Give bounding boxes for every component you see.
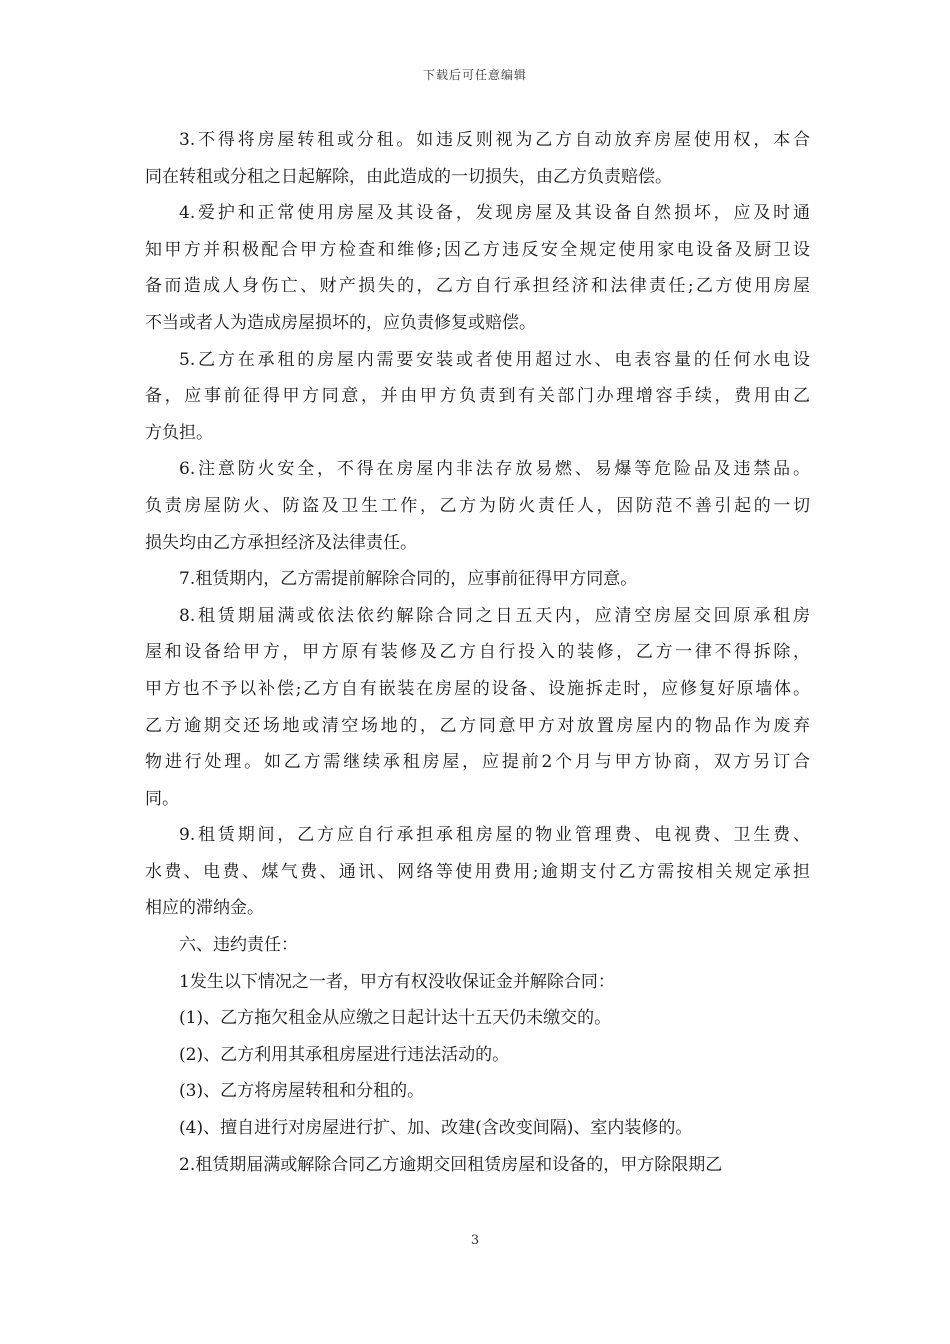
paragraph-line: 9.租赁期间，乙方应自行承担承租房屋的物业管理费、电视费、卫生费、 <box>179 825 810 846</box>
paragraph <box>145 195 810 341</box>
paragraph-line: 4.爱护和正常使用房屋及其设备，发现房屋及其设备自然损坏，应及时通 <box>179 203 810 224</box>
paragraph-line: 7.租赁期内，乙方需提前解除合同的，应事前征得甲方同意。 <box>179 569 638 590</box>
paragraph-line: (2)、乙方利用其承租房屋进行违法活动的。 <box>179 1044 510 1065</box>
paragraph <box>145 964 810 1001</box>
paragraph-line: 5.乙方在承租的房屋内需要安装或者使用超过水、电表容量的任何水电设 <box>179 349 810 370</box>
paragraph <box>145 1073 810 1110</box>
paragraph-line: 方负担。 <box>145 422 213 443</box>
paragraph-line: 水费、电费、煤气费、通讯、网络等使用费用;逾期支付乙方需按相关规定承担 <box>145 861 810 882</box>
paragraph <box>145 561 810 598</box>
page-number: 3 <box>470 1233 480 1248</box>
paragraph-line: 六、违约责任： <box>179 935 298 956</box>
paragraph-line: (4)、擅自进行对房屋进行扩、加、改建(含改变间隔)、室内装修的。 <box>179 1118 693 1139</box>
paragraph-line: (1)、乙方拖欠租金从应缴之日起计达十五天仍未缴交的。 <box>179 1008 612 1029</box>
paragraph-line: 屋和设备给甲方，甲方原有装修及乙方自行投入的装修，乙方一律不得拆除， <box>145 642 810 663</box>
page-header: 下载后可任意编辑 <box>422 68 527 82</box>
paragraph-line: 同在转租或分租之日起解除，由此造成的一切损失，由乙方负责赔偿。 <box>145 166 672 187</box>
paragraph-line: 备而造成人身伤亡、财产损失的，乙方自行承担经济和法律责任;乙方使用房屋 <box>145 276 810 297</box>
paragraph <box>145 1110 810 1147</box>
paragraph-line: 6.注意防火安全，不得在房屋内非法存放易燃、易爆等危险品及违禁品。 <box>179 459 810 480</box>
paragraph-line: 1发生以下情况之一者，甲方有权没收保证金并解除合同： <box>179 971 615 992</box>
paragraph-line: 8.租赁期届满或依法依约解除合同之日五天内，应清空房屋交回原承租房 <box>179 605 810 626</box>
paragraph-line: 不当或者人为造成房屋损坏的，应负责修复或赔偿。 <box>145 312 536 333</box>
paragraph-line: 2.租赁期届满或解除合同乙方逾期交回租赁房屋和设备的，甲方除限期乙 <box>179 1154 723 1175</box>
paragraph <box>145 817 810 927</box>
paragraph-line: 乙方逾期交还场地或清空场地的，乙方同意甲方对放置房屋内的物品作为废弃 <box>145 715 810 736</box>
paragraph-line: 物进行处理。如乙方需继续承租房屋，应提前2个月与甲方协商，双方另订合 <box>145 752 810 773</box>
paragraph <box>145 1000 810 1037</box>
paragraph <box>145 342 810 452</box>
paragraph <box>145 598 810 818</box>
paragraph <box>145 122 810 195</box>
paragraph-line: 相应的滞纳金。 <box>145 898 264 919</box>
paragraph-line: (3)、乙方将房屋转租和分租的。 <box>179 1081 425 1102</box>
paragraph <box>145 1037 810 1074</box>
document-body <box>145 122 810 1183</box>
paragraph-line: 损失均由乙方承担经济及法律责任。 <box>145 532 417 553</box>
paragraph <box>145 1147 810 1184</box>
paragraph-line: 负责房屋防火、防盗及卫生工作，乙方为防火责任人，因防范不善引起的一切 <box>145 495 810 516</box>
paragraph-line: 3.不得将房屋转租或分租。如违反则视为乙方自动放弃房屋使用权，本合 <box>179 130 810 150</box>
paragraph <box>145 927 810 964</box>
paragraph-line: 知甲方并积极配合甲方检查和维修;因乙方违反安全规定使用家电设备及厨卫设 <box>145 239 810 260</box>
paragraph-line: 同。 <box>145 788 179 809</box>
paragraph-line: 备，应事前征得甲方同意，并由甲方负责到有关部门办理增容手续，费用由乙 <box>145 386 810 407</box>
paragraph <box>145 451 810 561</box>
paragraph-line: 甲方也不予以补偿;乙方自有嵌装在房屋的设备、设施拆走时，应修复好原墙体。 <box>145 678 810 699</box>
